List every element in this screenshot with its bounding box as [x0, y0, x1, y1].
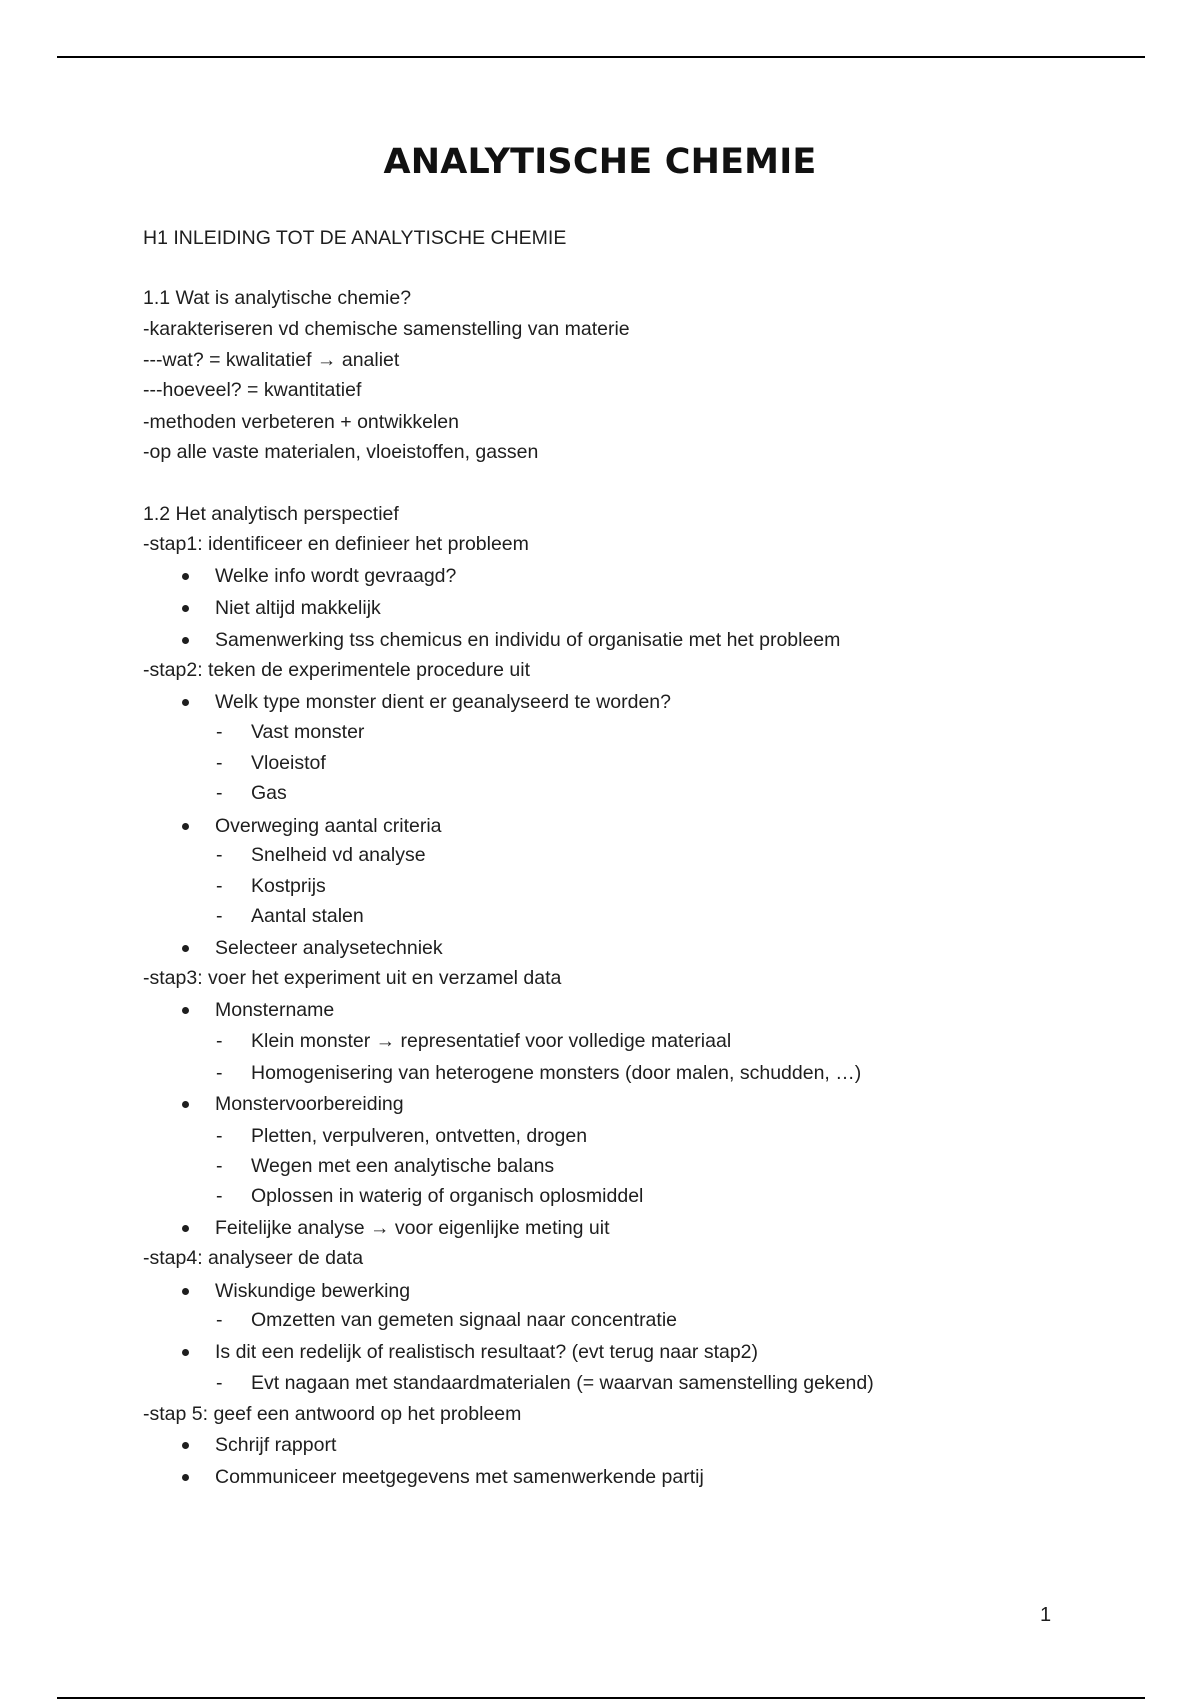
text-line: -karakteriseren vd chemische samenstelling van materie: [143, 318, 630, 340]
bottom-rule: [57, 1697, 1145, 1699]
text-line: -op alle vaste materialen, vloeistoffen, gassen: [143, 441, 539, 463]
bullet-dot: [182, 1349, 189, 1356]
sub-item: - Evt nagaan met standaardmaterialen (= waarvan samenstelling gekend): [216, 1372, 874, 1394]
bullet-item: Communiceer meetgegevens met samenwerkende partij: [215, 1465, 704, 1489]
text-line: ---hoeveel? = kwantitatief: [143, 379, 362, 401]
step-label: -stap4: analyseer de data: [143, 1247, 364, 1269]
bullet-dot: [182, 637, 189, 644]
bullet-item: Samenwerking tss chemicus en individu of organisatie met het probleem: [215, 628, 840, 652]
section-heading-1-2: 1.2 Het analytisch perspectief: [143, 503, 399, 525]
section-heading-1-1: 1.1 Wat is analytische chemie?: [143, 287, 412, 309]
sub-item: - Gas: [216, 782, 287, 804]
bullet-dot: [182, 1288, 189, 1295]
bullet-item: Welke info wordt gevraagd?: [215, 564, 456, 588]
sub-item: - Vloeistof: [216, 752, 326, 774]
bullet-dot: [182, 823, 189, 830]
bullet-item: Monstername: [215, 998, 334, 1022]
text-line: -methoden verbeteren + ontwikkelen: [143, 411, 459, 433]
chapter-heading: H1 INLEIDING TOT DE ANALYTISCHE CHEMIE: [143, 227, 567, 249]
step-label: -stap2: teken de experimentele procedure uit: [143, 659, 530, 681]
bullet-dot: [182, 605, 189, 612]
sub-item: - Snelheid vd analyse: [216, 844, 426, 866]
sub-item: - Vast monster: [216, 721, 365, 743]
bullet-item: Welk type monster dient er geanalyseerd te worden?: [215, 690, 671, 714]
bullet-item: Schrijf rapport: [215, 1433, 336, 1457]
bullet-item: Is dit een redelijk of realistisch resultaat? (evt terug naar stap2): [215, 1340, 758, 1364]
bullet-item: Niet altijd makkelijk: [215, 596, 381, 620]
sub-item: - Pletten, verpulveren, ontvetten, drogen: [216, 1125, 588, 1147]
bullet-dot: [182, 1225, 189, 1232]
bullet-dot: [182, 1007, 189, 1014]
sub-item: - Oplossen in waterig of organisch oplosmiddel: [216, 1185, 644, 1207]
sub-item: - Omzetten van gemeten signaal naar concentratie: [216, 1309, 678, 1331]
sub-item: - Wegen met een analytische balans: [216, 1155, 555, 1177]
bullet-dot: [182, 699, 189, 706]
top-rule: [57, 56, 1145, 58]
bullet-dot: [182, 1474, 189, 1481]
bullet-dot: [182, 1101, 189, 1108]
bullet-item: Monstervoorbereiding: [215, 1092, 404, 1116]
bullet-item: Wiskundige bewerking: [215, 1279, 410, 1303]
bullet-item: Feitelijke analyse → voor eigenlijke meting uit: [215, 1216, 610, 1240]
bullet-dot: [182, 1442, 189, 1449]
page-title: ANALYTISCHE CHEMIE: [383, 142, 817, 182]
step-label: -stap3: voer het experiment uit en verzamel data: [143, 967, 562, 989]
bullet-item: Overweging aantal criteria: [215, 814, 442, 838]
sub-item: - Kostprijs: [216, 875, 326, 897]
step-label: -stap 5: geef een antwoord op het probleem: [143, 1403, 522, 1425]
bullet-dot: [182, 573, 189, 580]
page-number: 1: [1040, 1604, 1052, 1626]
sub-item: - Homogenisering van heterogene monsters (door malen, schudden, …): [216, 1062, 862, 1084]
text-line: ---wat? = kwalitatief → analiet: [143, 349, 400, 371]
sub-item: - Klein monster → representatief voor volledige materiaal: [216, 1030, 732, 1052]
sub-item: - Aantal stalen: [216, 905, 364, 927]
bullet-item: Selecteer analysetechniek: [215, 936, 443, 960]
bullet-dot: [182, 945, 189, 952]
step-label: -stap1: identificeer en definieer het probleem: [143, 533, 529, 555]
